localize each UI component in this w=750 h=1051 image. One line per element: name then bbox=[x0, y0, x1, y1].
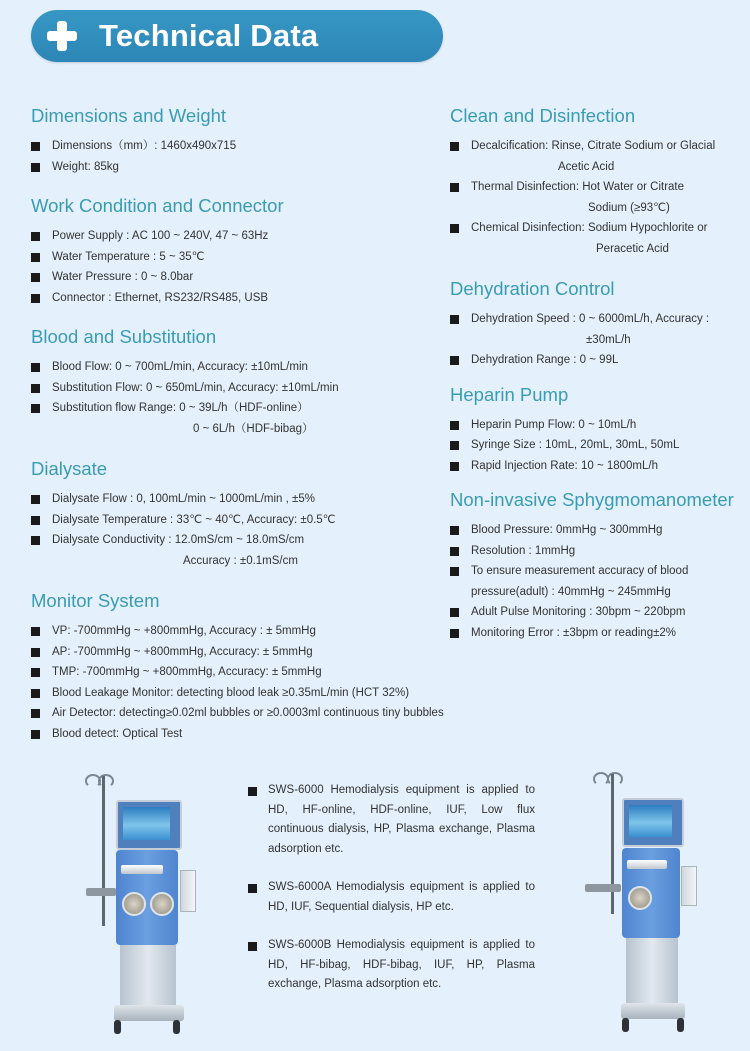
section-blood-substitution bbox=[31, 325, 451, 439]
section-title: Clean and Disinfection bbox=[450, 105, 636, 126]
spec-item: Dehydration Range : 0 ~ 99L bbox=[450, 350, 750, 371]
spec-text: Dehydration Speed : 0 ~ 6000mL/h, Accuracy : bbox=[471, 313, 710, 325]
spec-item: VP: -700mmHg ~ +800mmHg, Accuracy : ± 5mmHg bbox=[31, 621, 451, 642]
iv-pole bbox=[102, 776, 105, 926]
left-column bbox=[31, 104, 451, 744]
spec-item: Adult Pulse Monitoring : 30bpm ~ 220bpm bbox=[450, 602, 750, 623]
spec-item: Power Supply : AC 100 ~ 240V, 47 ~ 63Hz bbox=[31, 226, 451, 247]
machine-body bbox=[622, 848, 680, 938]
wheel bbox=[173, 1020, 180, 1034]
spec-item: AP: -700mmHg ~ +800mmHg, Accuracy: ± 5mmHg bbox=[31, 642, 451, 663]
spec-item bbox=[31, 398, 451, 439]
spec-item: Water Temperature : 5 ~ 35℃ bbox=[31, 247, 451, 268]
section-dialysate bbox=[31, 457, 451, 571]
spec-text: Dialysate Conductivity : 12.0mS/cm ~ 18.0mS/cm bbox=[52, 534, 305, 546]
syringe-pump bbox=[627, 860, 667, 869]
spec-item: Dialysate Temperature : 33℃ ~ 40℃, Accuracy: ±0.5℃ bbox=[31, 510, 451, 531]
machine-arm bbox=[86, 888, 116, 896]
section-dehydration-control bbox=[450, 277, 750, 371]
section-heparin-pump bbox=[450, 383, 750, 477]
spec-item: Monitoring Error : ±3bpm or reading±2% bbox=[450, 623, 750, 644]
technical-data-banner bbox=[31, 10, 443, 62]
spec-text: Chemical Disinfection: Sodium Hypochlorite or bbox=[471, 222, 708, 234]
banner-title: Technical Data bbox=[99, 18, 319, 53]
hemodialysis-machine-image-right bbox=[585, 768, 715, 1043]
machine-side-holder bbox=[180, 870, 196, 912]
spec-continuation: Peracetic Acid bbox=[596, 242, 669, 255]
spec-item: Dialysate Flow : 0, 100mL/min ~ 1000mL/min , ±5% bbox=[31, 489, 451, 510]
spec-item: Syringe Size : 10mL, 20mL, 30mL, 50mL bbox=[450, 435, 750, 456]
machine-monitor bbox=[622, 798, 684, 847]
spec-item: Weight: 85kg bbox=[31, 157, 451, 178]
hemodialysis-machine-image-left bbox=[80, 770, 220, 1040]
section-dimensions bbox=[31, 104, 451, 177]
section-title: Blood and Substitution bbox=[31, 326, 217, 347]
section-title: Monitor System bbox=[31, 590, 160, 611]
section-title: Dialysate bbox=[31, 458, 108, 479]
spec-continuation: ±30mL/h bbox=[586, 333, 631, 346]
spec-item bbox=[450, 561, 750, 602]
spec-item bbox=[450, 136, 750, 177]
machine-screen bbox=[629, 805, 672, 837]
machine-side-holder bbox=[681, 866, 697, 906]
wheel bbox=[677, 1018, 684, 1032]
spec-item bbox=[450, 309, 750, 350]
spec-continuation: Sodium (≥93℃) bbox=[588, 201, 670, 214]
spec-item bbox=[450, 218, 750, 259]
blood-pump-icon bbox=[150, 892, 174, 916]
spec-continuation: Acetic Acid bbox=[558, 160, 615, 173]
spec-item: Blood Pressure: 0mmHg ~ 300mmHg bbox=[450, 520, 750, 541]
spec-item: Rapid Injection Rate: 10 ~ 1800mL/h bbox=[450, 456, 750, 477]
spec-text: To ensure measurement accuracy of blood bbox=[471, 565, 689, 577]
model-description: SWS-6000 Hemodialysis equipment is applied to HD, HF-online, HDF-online, IUF, Low flux continuous dialysis, HP, Plasma exchange, Plasma adsorption etc. bbox=[248, 781, 535, 859]
machine-cabinet bbox=[626, 938, 678, 1008]
wheel bbox=[622, 1018, 629, 1032]
section-work-condition bbox=[31, 194, 451, 308]
section-title: Non-invasive Sphygmomanometer bbox=[450, 489, 734, 510]
spec-continuation: Accuracy : ±0.1mS/cm bbox=[183, 554, 298, 567]
spec-item: Dimensions（mm）: 1460x490x715 bbox=[31, 136, 451, 157]
machine-base bbox=[114, 1005, 184, 1021]
spec-item: Blood detect: Optical Test bbox=[31, 724, 451, 745]
spec-continuation: 0 ~ 6L/h（HDF-bibag） bbox=[193, 422, 314, 435]
right-column bbox=[450, 104, 750, 643]
section-title: Heparin Pump bbox=[450, 383, 569, 405]
spec-item: Water Pressure : 0 ~ 8.0bar bbox=[31, 267, 451, 288]
iv-pole bbox=[611, 774, 614, 914]
spec-item: Air Detector: detecting≥0.02ml bubbles or ≥0.0003ml continuous tiny bubbles bbox=[31, 703, 451, 724]
machine-monitor bbox=[116, 800, 182, 850]
machine-body bbox=[116, 850, 178, 945]
section-monitor-system bbox=[31, 589, 451, 744]
spec-item: TMP: -700mmHg ~ +800mmHg, Accuracy: ± 5mmHg bbox=[31, 662, 451, 683]
plus-icon bbox=[47, 21, 77, 51]
spec-item: Connector : Ethernet, RS232/RS485, USB bbox=[31, 288, 451, 309]
spec-continuation: pressure(adult) : 40mmHg ~ 245mmHg bbox=[471, 585, 671, 598]
model-description: SWS-6000B Hemodialysis equipment is applied to HD, HF-bibag, HDF-bibag, IUF, HP, Plasma exchange, Plasma adsorption etc. bbox=[248, 936, 535, 995]
section-title: Dehydration Control bbox=[450, 278, 615, 299]
spec-text: Decalcification: Rinse, Citrate Sodium or Glacial bbox=[471, 140, 716, 152]
spec-item bbox=[450, 177, 750, 218]
iv-hook-icon bbox=[607, 772, 623, 786]
blood-pump-icon bbox=[122, 892, 146, 916]
spec-item: Blood Leakage Monitor: detecting blood leak ≥0.35mL/min (HCT 32%) bbox=[31, 683, 451, 704]
section-title: Work Condition and Connector bbox=[31, 195, 284, 216]
machine-base bbox=[621, 1003, 685, 1019]
section-title: Dimensions and Weight bbox=[31, 105, 227, 126]
machine-arm bbox=[585, 884, 621, 892]
model-description: SWS-6000A Hemodialysis equipment is applied to HD, IUF, Sequential dialysis, HP etc. bbox=[248, 878, 535, 917]
section-clean-disinfection bbox=[450, 104, 750, 259]
spec-item: Resolution : 1mmHg bbox=[450, 541, 750, 562]
machine-screen bbox=[123, 807, 170, 840]
spec-item: Blood Flow: 0 ~ 700mL/min, Accuracy: ±10mL/min bbox=[31, 357, 451, 378]
wheel bbox=[114, 1020, 121, 1034]
syringe-pump bbox=[121, 865, 163, 874]
model-descriptions bbox=[248, 781, 535, 1014]
blood-pump-icon bbox=[628, 886, 652, 910]
spec-text: Thermal Disinfection: Hot Water or Citrate bbox=[471, 181, 685, 193]
machine-cabinet bbox=[120, 945, 176, 1010]
iv-hook-icon bbox=[98, 774, 114, 788]
section-sphygmomanometer bbox=[450, 488, 750, 643]
spec-item bbox=[31, 530, 451, 571]
spec-item: Substitution Flow: 0 ~ 650mL/min, Accuracy: ±10mL/min bbox=[31, 378, 451, 399]
spec-item: Heparin Pump Flow: 0 ~ 10mL/h bbox=[450, 415, 750, 436]
spec-text: Substitution flow Range: 0 ~ 39L/h（HDF-online） bbox=[52, 402, 309, 414]
